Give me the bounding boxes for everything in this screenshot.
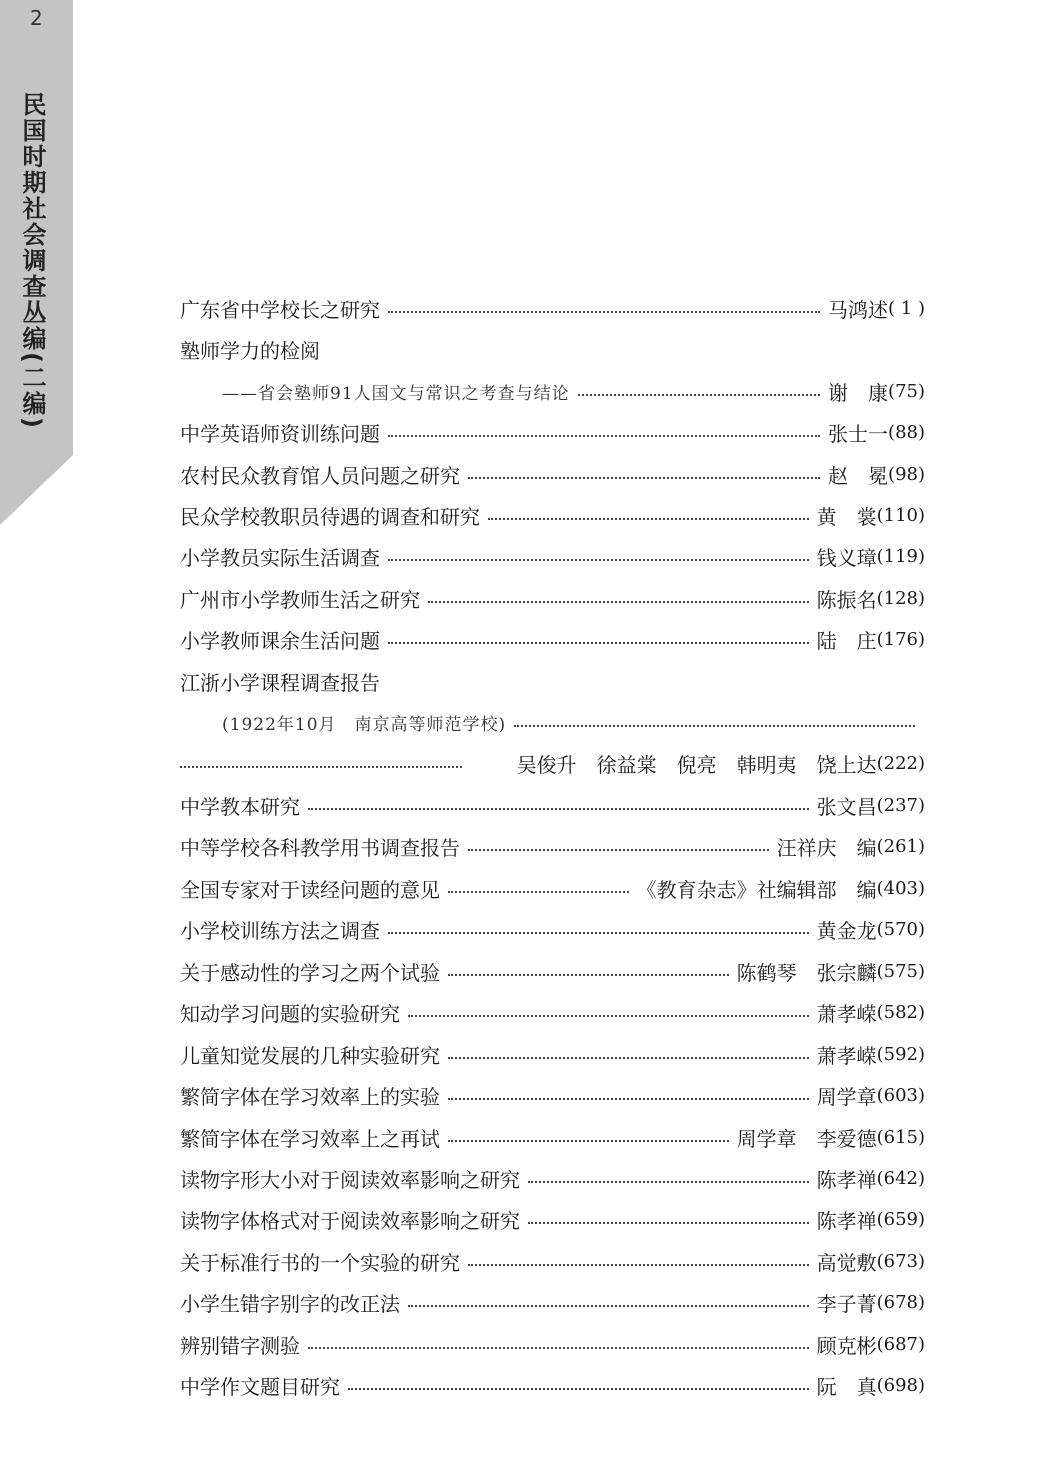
entry-title: 小学校训练方法之调查 xyxy=(180,918,380,943)
dot-leader xyxy=(448,1098,809,1100)
entry-author: 《教育杂志》社编辑部 编 xyxy=(636,877,877,902)
toc-entry xyxy=(180,1329,925,1359)
dot-leader xyxy=(388,435,820,437)
toc-entry xyxy=(180,1080,925,1110)
entry-author: 陈鹤琴 张宗麟 xyxy=(736,960,877,985)
entry-page: (673) xyxy=(876,1250,925,1272)
entry-title: 塾师学力的检阅 xyxy=(180,338,320,363)
entry-author: 谢 康 xyxy=(828,380,889,405)
entry-page: (659) xyxy=(876,1208,925,1230)
entry-title: 读物字体格式对于阅读效率影响之研究 xyxy=(180,1208,520,1233)
dot-leader xyxy=(180,766,462,768)
entry-page: (582) xyxy=(876,1001,925,1023)
dot-leader xyxy=(388,642,809,644)
entry-title: 读物字形大小对于阅读效率影响之研究 xyxy=(180,1167,520,1192)
entry-page: (75) xyxy=(888,380,925,402)
entry-title: 儿童知觉发展的几种实验研究 xyxy=(180,1043,440,1068)
entry-author: 张文昌 xyxy=(816,794,877,819)
entry-author: 李子菁 xyxy=(816,1291,877,1316)
entry-page: (237) xyxy=(876,794,925,816)
dot-leader xyxy=(578,394,820,396)
entry-author: 阮 真 xyxy=(816,1374,877,1399)
toc-entry xyxy=(180,997,925,1027)
dot-leader xyxy=(448,1140,729,1142)
entry-author: 汪祥庆 编 xyxy=(776,835,877,860)
toc-entry xyxy=(180,831,925,861)
toc-entry xyxy=(180,541,925,571)
dot-leader xyxy=(308,808,809,810)
entry-title: 关于标准行书的一个实验的研究 xyxy=(180,1250,460,1275)
entry-page: (98) xyxy=(888,463,925,485)
dot-leader xyxy=(388,932,809,934)
toc-entry xyxy=(180,666,925,696)
dot-leader xyxy=(408,1305,809,1307)
page-number: 2 xyxy=(30,6,43,30)
dot-leader xyxy=(514,725,915,727)
entry-author: 陈孝禅 xyxy=(816,1208,877,1233)
entry-author: 萧孝嵘 xyxy=(816,1001,877,1026)
toc-entry xyxy=(180,873,925,903)
toc-entry xyxy=(180,334,925,364)
series-title: 民国时期社会调查丛编(二编) xyxy=(18,92,46,430)
entry-page: (592) xyxy=(876,1043,925,1065)
dot-leader xyxy=(448,974,729,976)
toc-entry xyxy=(180,1039,925,1069)
entry-page: ( 1 ) xyxy=(888,297,925,319)
entry-title: 民众学校教职员待遇的调查和研究 xyxy=(180,504,480,529)
entry-page: (222) xyxy=(876,752,925,774)
entry-page: (110) xyxy=(876,504,925,526)
entry-page: (176) xyxy=(876,628,925,650)
toc-entry xyxy=(180,293,925,323)
entry-page: (119) xyxy=(876,545,925,567)
entry-page: (603) xyxy=(876,1084,925,1106)
entry-author: 钱义璋 xyxy=(816,545,877,570)
entry-author: 陈振名 xyxy=(816,587,877,612)
entry-title: 知动学习问题的实验研究 xyxy=(180,1001,400,1026)
toc-entry xyxy=(180,707,925,737)
entry-author: 陆 庄 xyxy=(816,628,877,653)
entry-page: (570) xyxy=(876,918,925,940)
toc-entry xyxy=(180,1287,925,1317)
entry-title: 繁简字体在学习效率上之再试 xyxy=(180,1126,440,1151)
toc-entry xyxy=(180,1163,925,1193)
dot-leader xyxy=(388,311,820,313)
toc-entry xyxy=(180,1204,925,1234)
entry-title: 繁简字体在学习效率上的实验 xyxy=(180,1084,440,1109)
entry-page: (678) xyxy=(876,1291,925,1313)
entry-author: 周学章 xyxy=(816,1084,877,1109)
toc-entry xyxy=(180,1122,925,1152)
entry-subtitle: ——省会塾师91人国文与常识之考查与结论 xyxy=(222,383,570,404)
entry-title: 中学教本研究 xyxy=(180,794,300,819)
entry-subtitle: (1922年10月 南京高等师范学校) xyxy=(222,714,507,735)
toc-entry xyxy=(180,956,925,986)
entry-title: 小学生错字别字的改正法 xyxy=(180,1291,400,1316)
entry-page: (403) xyxy=(876,877,925,899)
dot-leader xyxy=(448,891,629,893)
toc-entry xyxy=(180,583,925,613)
toc-entry xyxy=(180,624,925,654)
entry-page: (575) xyxy=(876,960,925,982)
entry-title: 中学英语师资训练问题 xyxy=(180,421,380,446)
entry-page: (698) xyxy=(876,1374,925,1396)
toc-entry xyxy=(180,376,925,406)
dot-leader xyxy=(488,518,809,520)
entry-author: 张士一 xyxy=(828,421,889,446)
toc-entry xyxy=(180,748,925,778)
entry-author: 黄 裳 xyxy=(816,504,877,529)
dot-leader xyxy=(448,1057,809,1059)
dot-leader xyxy=(468,477,820,479)
toc-entry xyxy=(180,790,925,820)
entry-title: 辨别错字测验 xyxy=(180,1333,300,1358)
entry-title: 江浙小学课程调查报告 xyxy=(180,670,380,695)
entry-title: 广州市小学教师生活之研究 xyxy=(180,587,420,612)
entry-author: 高觉敷 xyxy=(816,1250,877,1275)
dot-leader xyxy=(468,849,769,851)
entry-author: 吴俊升 徐益棠 倪亮 韩明夷 饶上达 xyxy=(516,752,877,777)
entry-author: 陈孝禅 xyxy=(816,1167,877,1192)
entry-page: (261) xyxy=(876,835,925,857)
entry-author: 赵 冕 xyxy=(828,463,889,488)
entry-page: (642) xyxy=(876,1167,925,1189)
dot-leader xyxy=(468,1264,809,1266)
entry-author: 萧孝嵘 xyxy=(816,1043,877,1068)
toc-entry xyxy=(180,1246,925,1276)
entry-title: 全国专家对于读经问题的意见 xyxy=(180,877,440,902)
dot-leader xyxy=(428,601,809,603)
entry-author: 周学章 李爱德 xyxy=(736,1126,877,1151)
entry-page: (128) xyxy=(876,587,925,609)
entry-title: 中等学校各科教学用书调查报告 xyxy=(180,835,460,860)
entry-title: 广东省中学校长之研究 xyxy=(180,297,380,322)
dot-leader xyxy=(388,559,809,561)
toc-entry xyxy=(180,1370,925,1400)
entry-title: 小学教师课余生活问题 xyxy=(180,628,380,653)
dot-leader xyxy=(528,1181,809,1183)
toc-entry xyxy=(180,500,925,530)
entry-page: (687) xyxy=(876,1333,925,1355)
dot-leader xyxy=(408,1015,809,1017)
toc-entry xyxy=(180,914,925,944)
entry-title: 关于感动性的学习之两个试验 xyxy=(180,960,440,985)
entry-page: (88) xyxy=(888,421,925,443)
toc-entry xyxy=(180,459,925,489)
entry-title: 小学教员实际生活调查 xyxy=(180,545,380,570)
dot-leader xyxy=(308,1347,809,1349)
toc-entry xyxy=(180,417,925,447)
entry-title: 农村民众教育馆人员问题之研究 xyxy=(180,463,460,488)
entry-author: 马鸿述 xyxy=(828,297,889,322)
entry-author: 顾克彬 xyxy=(816,1333,877,1358)
entry-title: 中学作文题目研究 xyxy=(180,1374,340,1399)
dot-leader xyxy=(348,1388,809,1390)
entry-author: 黄金龙 xyxy=(816,918,877,943)
dot-leader xyxy=(528,1222,809,1224)
entry-page: (615) xyxy=(876,1126,925,1148)
